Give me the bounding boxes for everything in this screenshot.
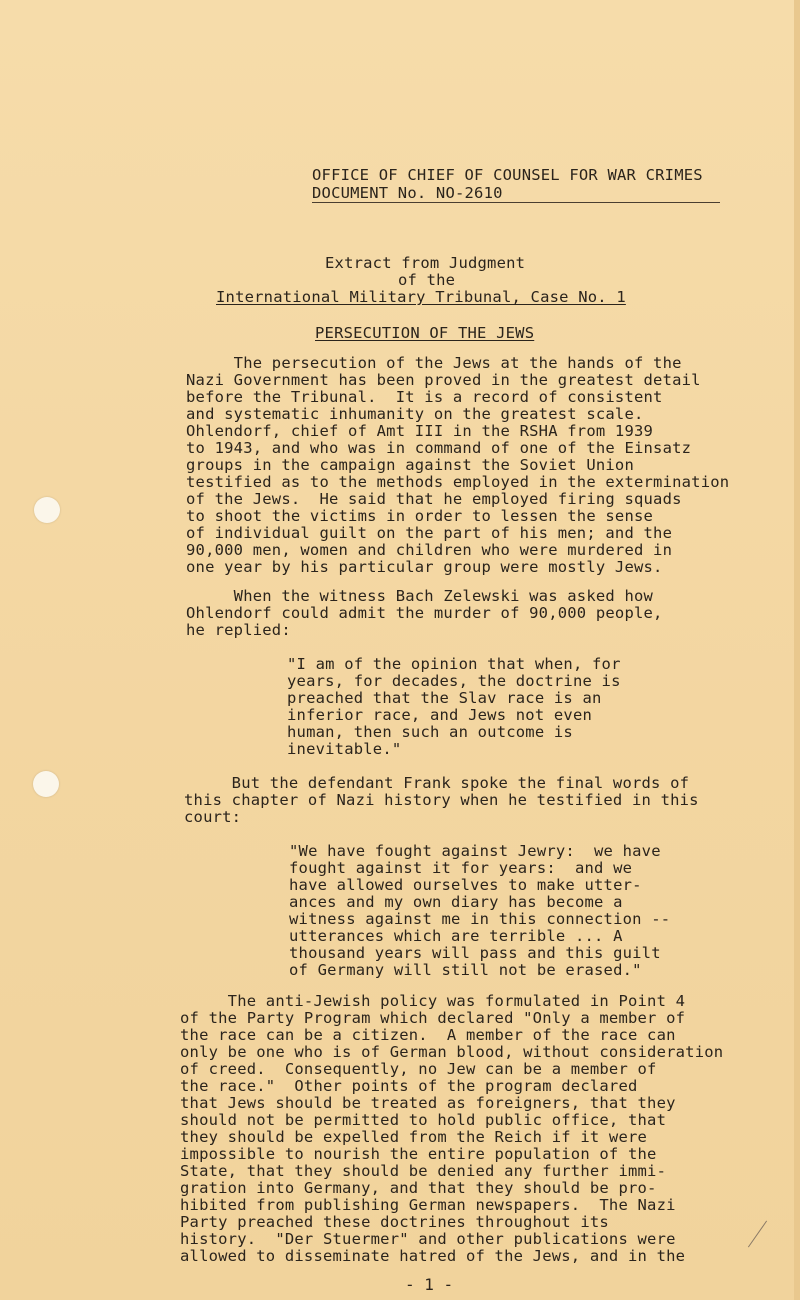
p1-line: before the Tribunal. It is a record of consistent <box>186 388 663 406</box>
office-heading: OFFICE OF CHIEF OF COUNSEL FOR WAR CRIMES <box>312 166 703 184</box>
pencil-mark <box>748 1221 767 1248</box>
p4-line: only be one who is of German blood, without consideration <box>180 1043 724 1061</box>
p4-line: gration into Germany, and that they should be pro- <box>180 1179 657 1197</box>
p1-line: Ohlendorf, chief of Amt III in the RSHA from 1939 <box>186 422 654 440</box>
p4-line: allowed to disseminate hatred of the Jews, and in the <box>180 1247 686 1265</box>
header-underline <box>312 202 720 203</box>
q2-line: have allowed ourselves to make utter- <box>289 876 642 894</box>
q2-line: "We have fought against Jewry: we have <box>289 842 661 860</box>
p3-line: this chapter of Nazi history when he testified in this <box>184 791 699 809</box>
q1-line: inferior race, and Jews not even <box>287 706 593 724</box>
title-line-2: of the <box>398 271 456 289</box>
q2-line: utterances which are terrible ... A <box>289 927 623 945</box>
q1-line: years, for decades, the doctrine is <box>287 672 621 690</box>
q1-line: human, then such an outcome is <box>287 723 573 741</box>
p1-line: to shoot the victims in order to lessen the sense <box>186 507 654 525</box>
p4-line: they should be expelled from the Reich if it were <box>180 1128 648 1146</box>
q1-line: inevitable." <box>287 740 402 758</box>
p4-line: history. "Der Stuermer" and other publications were <box>180 1230 676 1248</box>
p2-line: he replied: <box>186 621 291 639</box>
p1-line: 90,000 men, women and children who were murdered in <box>186 541 673 559</box>
p4-line: Party preached these doctrines throughout its <box>180 1213 609 1231</box>
p3-line: court: <box>184 808 242 826</box>
p2-line: When the witness Bach Zelewski was asked how <box>186 587 654 605</box>
p1-line: Nazi Government has been proved in the greatest detail <box>186 371 701 389</box>
p1-line: to 1943, and who was in command of one of the Einsatz <box>186 439 692 457</box>
p1-line: of individual guilt on the part of his men; and the <box>186 524 673 542</box>
p4-line: the race." Other points of the program declared <box>180 1077 638 1095</box>
section-title: PERSECUTION OF THE JEWS <box>315 324 535 342</box>
q1-line: "I am of the opinion that when, for <box>287 655 621 673</box>
p4-line: impossible to nourish the entire population of the <box>180 1145 657 1163</box>
punch-hole-bottom <box>33 771 59 797</box>
q2-line: fought against it for years: and we <box>289 859 633 877</box>
document-number: DOCUMENT No. NO-2610 <box>312 184 503 202</box>
p1-line: one year by his particular group were mostly Jews. <box>186 558 663 576</box>
p4-line: of creed. Consequently, no Jew can be a member of <box>180 1060 657 1078</box>
page-number: - 1 - <box>405 1275 454 1294</box>
p4-line: The anti-Jewish policy was formulated in Point 4 <box>180 992 686 1010</box>
p4-line: State, that they should be denied any further immi- <box>180 1162 667 1180</box>
p4-line: hibited from publishing German newspapers. The Nazi <box>180 1196 676 1214</box>
p1-line: groups in the campaign against the Soviet Union <box>186 456 634 474</box>
q2-line: witness against me in this connection -- <box>289 910 671 928</box>
title-line-1: Extract from Judgment <box>325 254 526 272</box>
p4-line: the race can be a citizen. A member of the race can <box>180 1026 676 1044</box>
p1-line: The persecution of the Jews at the hands of the <box>186 354 682 372</box>
punch-hole-top <box>34 497 60 523</box>
p1-line: testified as to the methods employed in the extermination <box>186 473 730 491</box>
p4-line: should not be permitted to hold public office, that <box>180 1111 667 1129</box>
q2-line: of Germany will still not be erased." <box>289 961 642 979</box>
p1-line: and systematic inhumanity on the greatest scale. <box>186 405 644 423</box>
q2-line: ances and my own diary has become a <box>289 893 623 911</box>
q1-line: preached that the Slav race is an <box>287 689 602 707</box>
title-line-3: International Military Tribunal, Case No. 1 <box>216 288 626 306</box>
p2-line: Ohlendorf could admit the murder of 90,000 people, <box>186 604 663 622</box>
p4-line: of the Party Program which declared "Only a member of <box>180 1009 686 1027</box>
p4-line: that Jews should be treated as foreigners, that they <box>180 1094 676 1112</box>
q2-line: thousand years will pass and this guilt <box>289 944 661 962</box>
paper-edge <box>794 0 800 1300</box>
p1-line: of the Jews. He said that he employed firing squads <box>186 490 682 508</box>
p3-line: But the defendant Frank spoke the final words of <box>184 774 690 792</box>
